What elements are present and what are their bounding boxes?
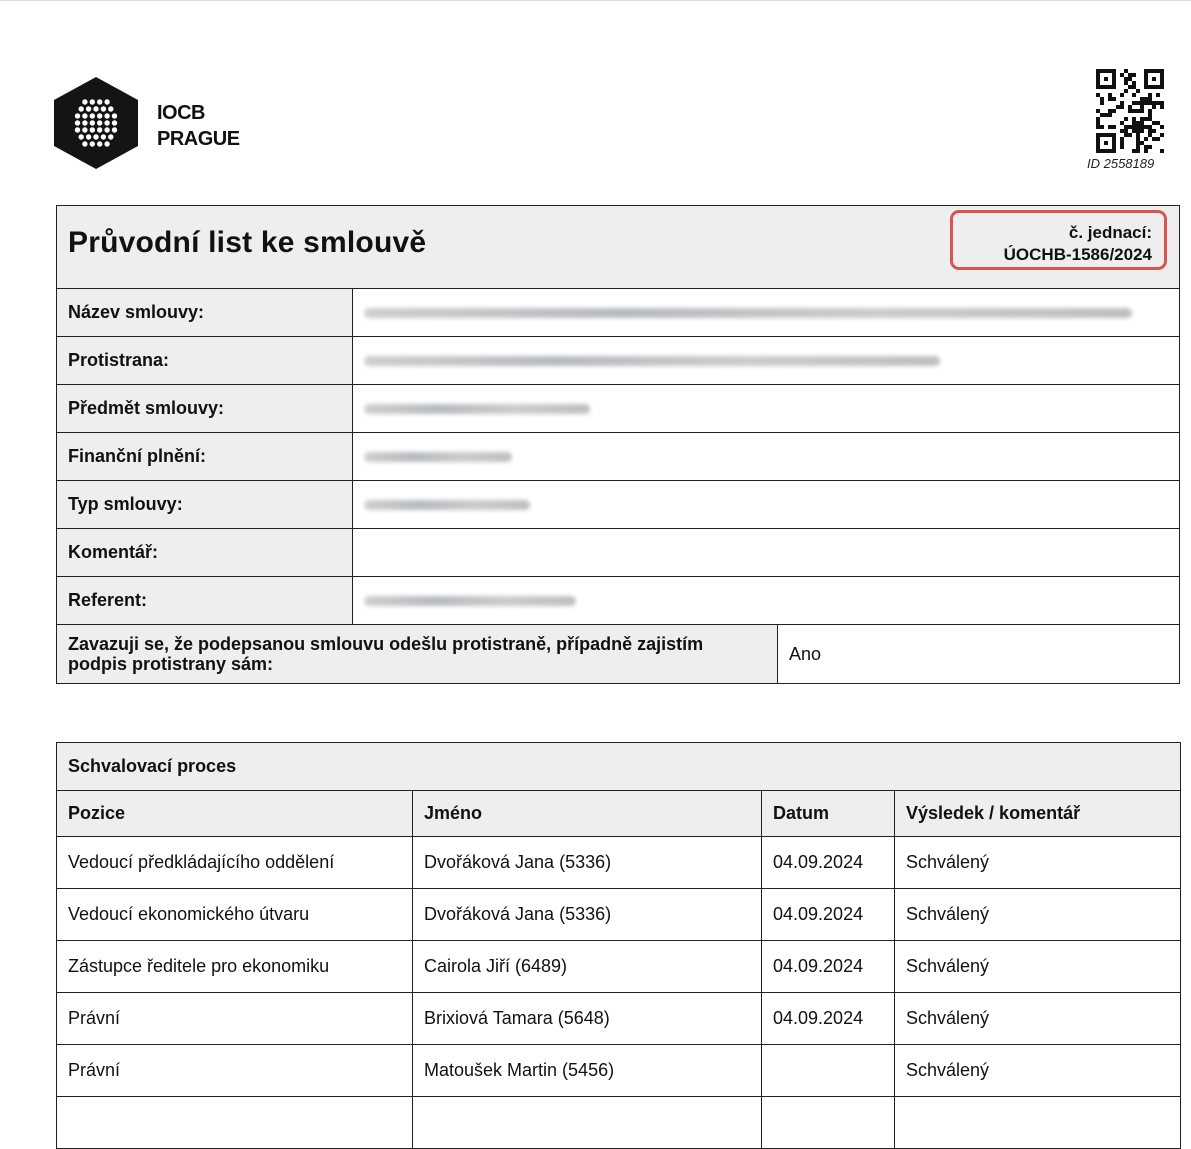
cell-name: Cairola Jiří (6489) xyxy=(413,941,762,993)
redacted-text xyxy=(364,596,576,606)
cell-name: Brixiová Tamara (5648) xyxy=(413,993,762,1045)
document-header xyxy=(56,205,1180,289)
cell-date xyxy=(762,1045,895,1097)
cell-result: Schválený xyxy=(895,941,1181,993)
cell-name: Matoušek Martin (5456) xyxy=(413,1045,762,1097)
field-label: Typ smlouvy: xyxy=(57,481,353,529)
field-row-name xyxy=(57,289,1180,337)
cell-result: Schválený xyxy=(895,889,1181,941)
field-label: Komentář: xyxy=(57,529,353,577)
redacted-text xyxy=(364,308,1132,318)
field-row-subject xyxy=(57,385,1180,433)
redacted-text xyxy=(364,356,940,366)
cell-date: 04.09.2024 xyxy=(762,837,895,889)
column-header-name: Jméno xyxy=(413,791,762,837)
field-row-financial xyxy=(57,433,1180,481)
org-name xyxy=(157,100,240,152)
field-label: Název smlouvy: xyxy=(57,289,353,337)
column-header-position: Pozice xyxy=(57,791,413,837)
field-value-redacted xyxy=(353,481,1180,529)
page-title: Průvodní list ke smlouvě xyxy=(68,226,427,259)
commitment-question: Zavazuji se, že podepsanou smlouvu odešlu protistraně, případně zajistím podpis protistrany sám: xyxy=(57,625,778,684)
cell-position: Právní xyxy=(57,993,413,1045)
field-row-comment xyxy=(57,529,1180,577)
field-label: Referent: xyxy=(57,577,353,625)
column-header-result: Výsledek / komentář xyxy=(895,791,1181,837)
table-row xyxy=(57,993,1181,1045)
cell-result: Schválený xyxy=(895,837,1181,889)
cell-date: 04.09.2024 xyxy=(762,941,895,993)
field-value-empty xyxy=(353,529,1180,577)
cell-position: Zástupce ředitele pro ekonomiku xyxy=(57,941,413,993)
field-row-type xyxy=(57,481,1180,529)
iocb-logo-icon xyxy=(54,77,138,169)
field-value-redacted xyxy=(353,433,1180,481)
cell-name: Dvořáková Jana (5336) xyxy=(413,889,762,941)
cell-result: Schválený xyxy=(895,993,1181,1045)
field-value-redacted xyxy=(353,337,1180,385)
field-label: Finanční plnění: xyxy=(57,433,353,481)
table-row-partial xyxy=(57,1097,1181,1149)
table-row xyxy=(57,1045,1181,1097)
contract-info-table xyxy=(56,288,1180,625)
redacted-text xyxy=(364,452,512,462)
field-row-counterparty xyxy=(57,337,1180,385)
cell-name: Dvořáková Jana (5336) xyxy=(413,837,762,889)
top-divider xyxy=(0,0,1191,1)
table-row xyxy=(57,837,1181,889)
cell-position: Právní xyxy=(57,1045,413,1097)
cell-result: Schválený xyxy=(895,1045,1181,1097)
cell-date: 04.09.2024 xyxy=(762,993,895,1045)
field-row-referent xyxy=(57,577,1180,625)
field-label: Protistrana: xyxy=(57,337,353,385)
column-header-date: Datum xyxy=(762,791,895,837)
commitment-answer: Ano xyxy=(778,625,1180,684)
field-value-redacted xyxy=(353,385,1180,433)
document-id: ID 2558189 xyxy=(1087,156,1155,171)
reference-label: č. jednací: xyxy=(1068,223,1152,242)
redacted-text xyxy=(364,404,590,414)
field-value-redacted xyxy=(353,289,1180,337)
approval-table xyxy=(56,742,1181,1149)
commitment-table xyxy=(56,624,1180,684)
table-row xyxy=(57,889,1181,941)
reference-number-box xyxy=(950,210,1167,270)
reference-number: ÚOCHB-1586/2024 xyxy=(1003,245,1152,264)
qr-code-icon xyxy=(1096,69,1164,153)
cell-date: 04.09.2024 xyxy=(762,889,895,941)
org-name-line2: PRAGUE xyxy=(157,128,240,150)
table-row xyxy=(57,941,1181,993)
approval-title: Schvalovací proces xyxy=(57,743,1181,791)
org-name-line1: IOCB xyxy=(157,102,205,124)
field-value-redacted xyxy=(353,577,1180,625)
redacted-text xyxy=(364,500,530,510)
cell-position: Vedoucí ekonomického útvaru xyxy=(57,889,413,941)
cell-position: Vedoucí předkládajícího oddělení xyxy=(57,837,413,889)
field-label: Předmět smlouvy: xyxy=(57,385,353,433)
